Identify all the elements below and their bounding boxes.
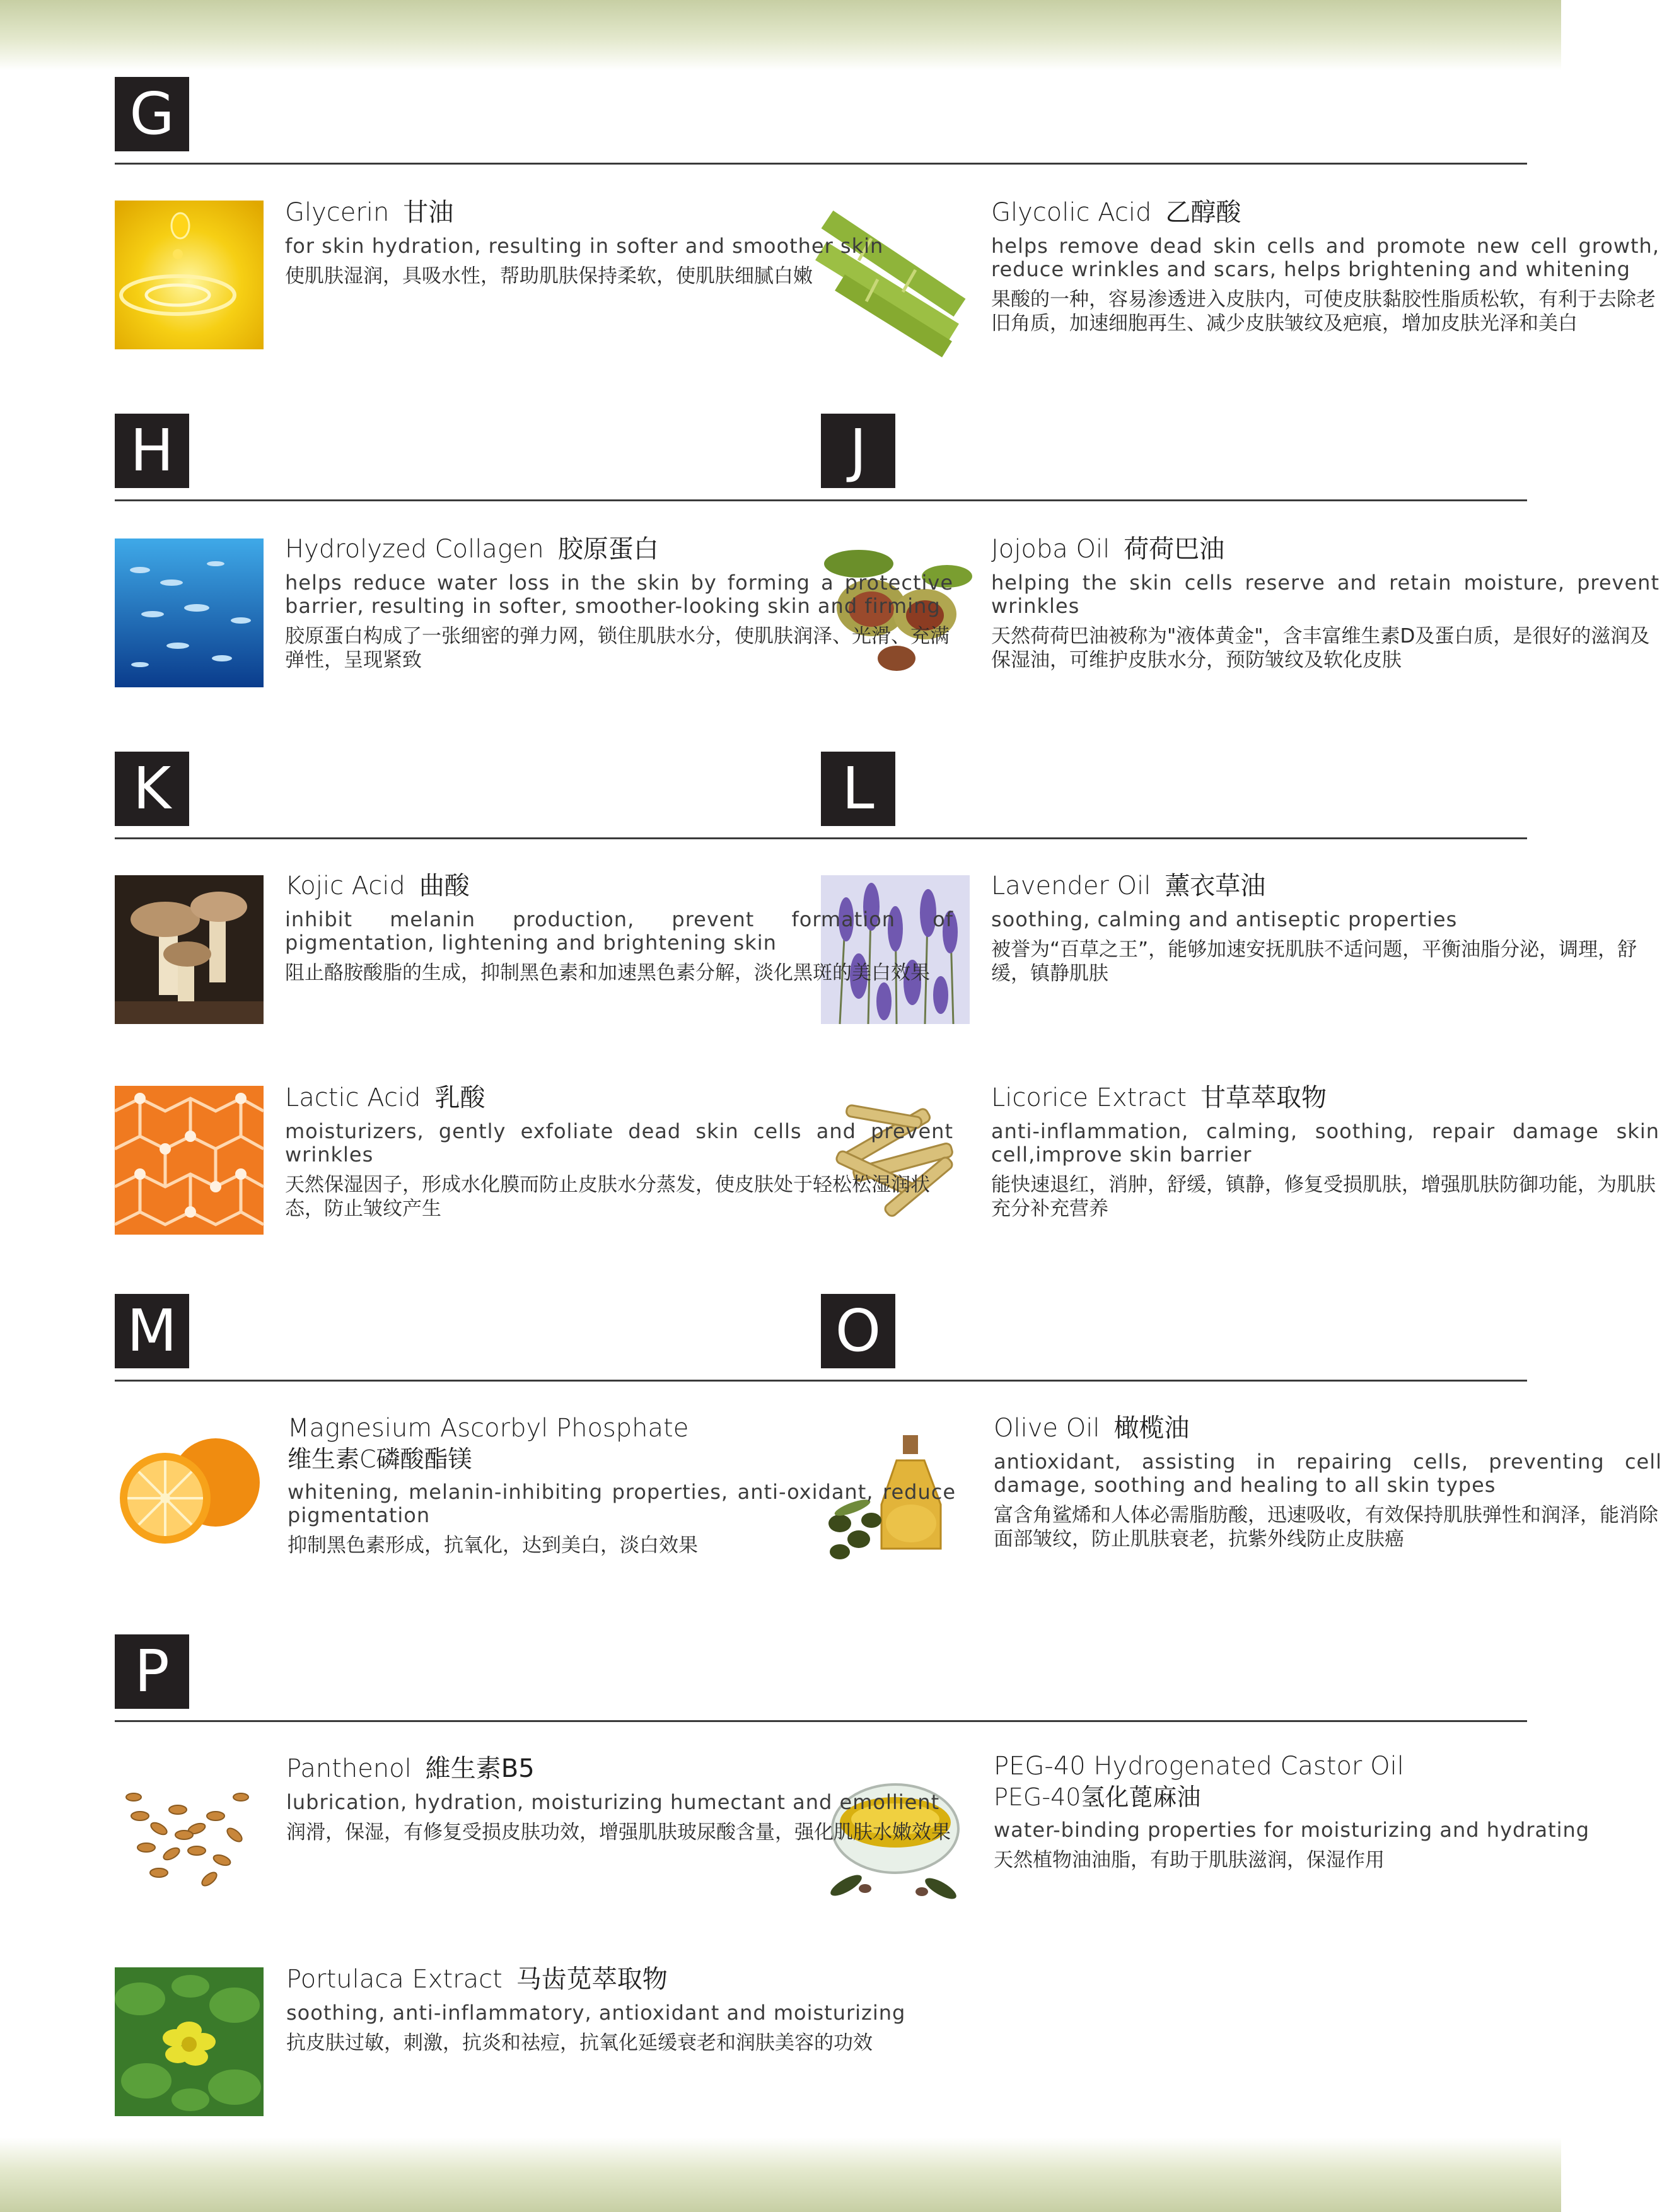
entry-name-zh: 马齿苋萃取物 <box>516 1965 668 1994</box>
entry-description-zh: 抑制黑色素形成，抗氧化，达到美白，淡白效果 <box>288 1534 698 1557</box>
entry-name: Hydrolyzed Collagen <box>285 535 544 564</box>
entry-description-zh: 能快速退红，消肿，舒缓，镇静，修复受损肌肤，增强肌肤防御功能，为肌肤充分补充营养 <box>991 1173 1656 1220</box>
entry-peg-40-hydrogenated-castor-oil <box>994 1750 1662 1872</box>
section-letter-l: L <box>821 752 895 826</box>
entry-name-zh: PEG-40氢化蓖麻油 <box>994 1783 1201 1811</box>
entry-glycolic-acid <box>991 197 1659 335</box>
bottom-gradient-band <box>0 2138 1561 2212</box>
section-letter-m: M <box>115 1294 189 1368</box>
mushroom-photo <box>115 875 264 1024</box>
entry-description-zh: 富含角鲨烯和人体必需脂肪酸，迅速吸收，有效保持肌肤弹性和润泽，能消除面部皱纹，防止肌肤衰老，抗紫外线防止皮肤癌 <box>994 1504 1658 1551</box>
entry-title <box>994 1412 1662 1444</box>
entry-description-en: helps reduce water loss in the skin by forming a protective barrier, resulting in softer, smoother-looking skin and firming <box>285 571 953 618</box>
entry-title <box>991 870 1659 902</box>
entry-title <box>286 1753 955 1784</box>
entry-name-zh: 胶原蛋白 <box>557 535 659 564</box>
entry-jojoba-oil <box>991 533 1659 672</box>
entry-title <box>285 533 953 565</box>
entry-licorice-extract <box>991 1082 1659 1221</box>
entry-name: Kojic Acid <box>285 871 405 900</box>
entry-name-zh: 甘油 <box>403 198 454 227</box>
entry-title <box>285 870 953 902</box>
entry-description-en: helps remove dead skin cells and promote new cell growth, reduce wrinkles and scars, helps brightening and whitening <box>991 234 1659 281</box>
entry-name-zh: 維生素B5 <box>425 1754 535 1783</box>
entry-description-en: soothing, anti-inflammatory, antioxidant and moisturizing <box>286 2001 906 2025</box>
entry-description-zh: 使肌肤湿润，具吸水性，帮助肌肤保持柔软，使肌肤细腻白嫩 <box>285 265 813 288</box>
entry-description-en: whitening, melanin-inhibiting properties, anti-oxidant, reduce pigmentation <box>288 1480 956 1527</box>
entry-name-zh: 曲酸 <box>419 871 470 900</box>
section-divider-m-o <box>115 1380 1527 1382</box>
entry-olive-oil <box>994 1412 1662 1551</box>
entry-description-en: water-binding properties for moisturizing and hydrating <box>994 1818 1590 1842</box>
entry-title <box>991 1082 1659 1114</box>
entry-title <box>286 1964 955 1995</box>
entry-description-zh: 果酸的一种，容易渗透进入皮肤内，可使皮肤黏胶性脂质松软，有利于去除老旧角质，加速细胞再生、减少皮肤皱纹及疤痕，增加皮肤光泽和美白 <box>991 288 1656 335</box>
section-divider-g <box>115 163 1527 165</box>
section-divider-k-l <box>115 837 1527 839</box>
section-letter-g: G <box>115 77 189 151</box>
fish-school-photo <box>115 538 264 687</box>
entry-description-en: lubrication, hydration, moisturizing humectant and emollient <box>286 1790 940 1814</box>
portulaca-photo <box>115 1967 264 2116</box>
entry-title <box>991 197 1659 228</box>
entry-description-zh: 天然植物油油脂，有助于肌肤滋润，保湿作用 <box>994 1849 1385 1871</box>
entry-description-zh: 被誉为“百草之王”，能够加速安抚肌肤不适问题，平衡油脂分泌，调理，舒缓，镇静肌肤 <box>991 938 1637 985</box>
entry-glycerin <box>285 197 953 288</box>
entry-description-en: helping the skin cells reserve and retain moisture, prevent wrinkles <box>991 571 1659 618</box>
entry-name: Panthenol <box>286 1754 412 1783</box>
entry-name: PEG-40 Hydrogenated Castor Oil <box>994 1752 1404 1781</box>
entry-name-zh: 薰衣草油 <box>1165 871 1266 900</box>
entry-title <box>994 1750 1662 1812</box>
top-gradient-band <box>0 0 1561 71</box>
entry-panthenol <box>286 1753 955 1844</box>
section-letter-p: P <box>115 1634 189 1709</box>
entry-name-zh: 乙醇酸 <box>1165 198 1241 227</box>
entry-name: Glycolic Acid <box>991 198 1152 227</box>
section-letter-o: O <box>821 1294 895 1368</box>
entry-description-en: for skin hydration, resulting in softer and smoother skin <box>285 234 884 258</box>
entry-name-zh: 甘草萃取物 <box>1200 1083 1327 1112</box>
orange-photo <box>115 1423 264 1571</box>
entry-hydrolyzed-collagen <box>285 533 953 672</box>
entry-title <box>991 533 1659 565</box>
section-letter-h: H <box>115 414 189 488</box>
molecule-photo <box>115 1086 264 1235</box>
entry-description-zh: 润滑，保湿，有修复受损皮肤功效，增强肌肤玻尿酸含量，强化肌肤水嫩效果 <box>286 1821 951 1844</box>
entry-lactic-acid <box>285 1082 953 1221</box>
section-divider-h-j <box>115 499 1527 501</box>
entry-description-zh: 阻止酪胺酸脂的生成，抑制黑色素和加速黑色素分解，淡化黑斑的美白效果 <box>285 962 930 984</box>
entry-title <box>285 1082 953 1114</box>
glycerin-photo <box>115 201 264 349</box>
entry-name: Portulaca Extract <box>286 1965 503 1994</box>
entry-description-en: moisturizers, gently exfoliate dead skin cells and prevent wrinkles <box>285 1119 953 1167</box>
entry-name: Magnesium Ascorbyl Phosphate <box>288 1414 689 1443</box>
entry-name: Glycerin <box>285 198 390 227</box>
entry-name: Olive Oil <box>994 1414 1100 1443</box>
entry-name-zh: 维生素C磷酸酯镁 <box>288 1445 472 1473</box>
entry-description-en: anti-inflammation, calming, soothing, repair damage skin cell,improve skin barrier <box>991 1119 1659 1167</box>
entry-lavender-oil <box>991 870 1659 986</box>
entry-description-en: inhibit melanin production, prevent formation of pigmentation, lightening and brightening skin <box>285 907 953 955</box>
entry-name-zh: 荷荷巴油 <box>1124 535 1225 564</box>
entry-name-zh: 乳酸 <box>434 1083 485 1112</box>
entry-description-en: soothing, calming and antiseptic properties <box>991 907 1458 931</box>
section-divider-p <box>115 1720 1527 1722</box>
entry-title <box>285 197 953 228</box>
entry-description-zh: 天然保湿因子，形成水化膜而防止皮肤水分蒸发，使皮肤处于轻松松湿润状态，防止皱纹产生 <box>285 1173 930 1220</box>
section-letter-j: J <box>821 414 895 488</box>
entry-description-zh: 抗皮肤过敏，刺激，抗炎和祛痘，抗氧化延缓衰老和润肤美容的功效 <box>286 2032 873 2054</box>
grains-photo <box>115 1759 264 1908</box>
entry-name-zh: 橄榄油 <box>1113 1414 1190 1443</box>
entry-name: Lactic Acid <box>285 1083 421 1112</box>
entry-description-en: antioxidant, assisting in repairing cells, preventing cell damage, soothing and healing to all skin types <box>994 1450 1662 1497</box>
entry-description-zh: 胶原蛋白构成了一张细密的弹力网，锁住肌肤水分，使肌肤润泽、光滑、充满弹性，呈现紧致 <box>285 625 950 672</box>
entry-title <box>288 1412 956 1474</box>
entry-magnesium-ascorbyl-phosphate <box>288 1412 956 1557</box>
entry-kojic-acid <box>285 870 953 985</box>
entry-portulaca-extract <box>286 1964 955 2055</box>
entry-description-zh: 天然荷荷巴油被称为"液体黄金"，含丰富维生素D及蛋白质，是很好的滋润及保湿油，可维护皮肤水分，预防皱纹及软化皮肤 <box>991 625 1650 672</box>
entry-name: Licorice Extract <box>991 1083 1187 1112</box>
entry-name: Lavender Oil <box>991 871 1151 900</box>
entry-name: Jojoba Oil <box>991 535 1110 564</box>
section-letter-k: K <box>115 752 189 826</box>
